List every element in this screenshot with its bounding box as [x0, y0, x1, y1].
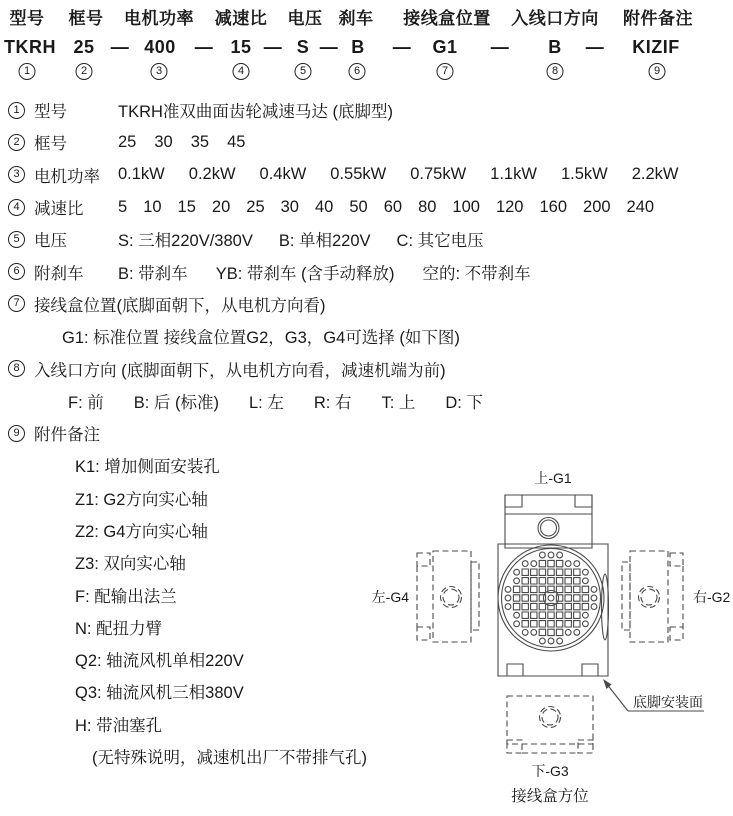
spec-subrow-junction-box: G1: 标准位置 接线盒位置G2，G3，G4可选择 (如下图) [62, 329, 460, 348]
code-header: 电机功率 [124, 9, 194, 28]
spec-label: 型号 [34, 103, 67, 122]
fan-cover [498, 545, 604, 651]
spec-row-accessories [0, 417, 733, 449]
value-token: Z3: 双向实心轴 [75, 555, 186, 574]
value-token: H: 带油塞孔 [75, 716, 163, 735]
value-token: C: 其它电压 [396, 232, 484, 251]
value-token: 20 [211, 197, 231, 216]
value-token: 0.1kW [118, 165, 165, 184]
value-token: Q2: 轴流风机单相220V [75, 652, 244, 671]
spec-row-model [0, 94, 733, 126]
value-token: 0.75kW [410, 165, 467, 184]
position-number: 9 [649, 63, 666, 80]
position-number: 7 [437, 63, 454, 80]
value-token: F: 配输出法兰 [75, 587, 177, 606]
value-token: 200 [583, 197, 611, 216]
label-bottom-g3: 下-G3 [531, 763, 569, 779]
code-segment: TKRH [4, 37, 56, 57]
value-token: 空的: 不带刹车 [422, 264, 531, 283]
spec-values [118, 260, 531, 284]
position-number: 1 [19, 63, 36, 80]
code-segment: S [296, 37, 310, 57]
value-token: 0.55kW [330, 165, 387, 184]
position-number: 4 [233, 63, 250, 80]
code-header: 刹车 [338, 9, 374, 28]
junction-box-top [505, 495, 592, 548]
item-number: 7 [8, 295, 25, 312]
value-token: 80 [418, 197, 437, 216]
mount-face-callout [603, 679, 704, 711]
spec-label: 附刹车 [34, 264, 84, 283]
code-segment: 15 [230, 37, 252, 57]
value-token: 60 [383, 197, 403, 216]
label-mount-face: 底脚安装面 [633, 694, 703, 710]
position-number: 8 [547, 63, 564, 80]
code-dash: — [263, 37, 283, 57]
value-token: Q3: 轴流风机三相380V [75, 684, 244, 703]
value-token: YB: 带刹车 (含手动释放) [215, 264, 395, 283]
value-token: 240 [626, 197, 655, 216]
item-number: 2 [8, 134, 25, 151]
item-number: 1 [8, 102, 25, 119]
code-dash: — [110, 37, 130, 57]
spec-row-ratio [0, 191, 733, 223]
spec-row-inlet-direction [0, 352, 733, 384]
spec-row-junction-box [0, 288, 733, 320]
label-right-g2: 右-G2 [693, 589, 731, 605]
spec-label: 电机功率 [34, 167, 100, 186]
code-header: 附件备注 [623, 9, 693, 28]
code-header: 框号 [68, 9, 104, 28]
accessory-box-left [417, 551, 479, 642]
value-token: 0.4kW [259, 165, 307, 184]
position-number: 3 [151, 63, 168, 80]
value-token: 45 [227, 132, 246, 151]
value-token: 25 [118, 132, 137, 151]
accessory-box-right [622, 551, 683, 642]
value-token: 1.5kW [560, 165, 608, 184]
code-segment: 25 [73, 37, 95, 57]
value-token: F: 前 [68, 393, 104, 412]
spec-row-frame [0, 126, 733, 158]
value-token: B: 后 (标准) [133, 393, 219, 412]
code-dash: — [392, 37, 412, 57]
spec-row-voltage [0, 223, 733, 255]
spec-values [118, 198, 654, 217]
spec-label: 接线盒位置(底脚面朝下，从电机方向看) [34, 296, 326, 315]
code-header: 电压 [287, 9, 323, 28]
code-header: 型号 [9, 9, 45, 28]
value-token: 30 [154, 132, 173, 151]
value-token: B: 单相220V [278, 232, 371, 251]
accessory-box-bottom [507, 696, 593, 753]
value-token: Z2: G4方向实心轴 [75, 523, 208, 541]
spec-label: 电压 [34, 232, 67, 251]
spec-label: 入线口方向 (底脚面朝下，从电机方向看，减速机端为前) [34, 361, 446, 380]
value-token: D: 下 [445, 393, 483, 412]
value-token: 35 [190, 132, 210, 151]
item-number: 6 [8, 263, 25, 280]
value-token: 30 [280, 197, 299, 216]
code-dash: — [319, 37, 339, 57]
label-top-g1: 上-G1 [534, 470, 572, 486]
fan-grille-pattern [505, 552, 597, 644]
spec-values [118, 165, 678, 184]
value-token: 5 [118, 197, 128, 216]
code-segment: B [548, 37, 562, 57]
code-segment: KIZIF [632, 37, 680, 57]
value-token: 10 [143, 197, 162, 216]
value-token: 120 [495, 197, 524, 216]
code-header: 减速比 [214, 9, 268, 28]
code-header: 接线盒位置 [403, 9, 491, 28]
item-number: 9 [8, 425, 25, 442]
code-dash: — [194, 37, 214, 57]
code-segment: G1 [432, 37, 458, 57]
accessory-note: (无特殊说明，减速机出厂不带排气孔) [92, 749, 367, 768]
spec-subrow-inlet-options [0, 385, 733, 417]
value-token: R: 右 [313, 393, 352, 412]
spec-row-power [0, 159, 733, 191]
value-token: 25 [246, 197, 265, 216]
value-token: L: 左 [249, 393, 284, 412]
value-token: 15 [177, 197, 196, 216]
spec-values [118, 227, 484, 251]
spec-value: TKRH准双曲面齿轮减速马达 (底脚型) [118, 103, 393, 122]
label-left-g4: 左-G4 [371, 589, 409, 605]
position-number: 5 [295, 63, 312, 80]
value-token: 40 [314, 197, 334, 216]
value-token: 100 [452, 197, 480, 216]
item-number: 4 [8, 199, 25, 216]
value-token: Z1: G2方向实心轴 [75, 490, 208, 509]
diagram-caption: 接线盒方位 [511, 788, 589, 805]
value-token: 160 [539, 197, 568, 216]
value-token: T: 上 [381, 393, 416, 412]
junction-box-orientation-diagram [365, 458, 733, 810]
value-token: 2.2kW [631, 165, 679, 184]
value-token: 1.1kW [490, 165, 537, 184]
code-dash: — [490, 37, 510, 57]
value-token: S: 三相220V/380V [118, 232, 253, 251]
item-number: 5 [8, 231, 25, 248]
value-token: 0.2kW [188, 165, 236, 184]
code-header: 入线口方向 [511, 9, 599, 28]
item-number: 3 [8, 166, 25, 183]
spec-values [118, 133, 245, 152]
value-token: 50 [349, 197, 368, 216]
spec-label: 减速比 [34, 200, 84, 219]
spec-label: 框号 [34, 135, 67, 154]
position-number: 6 [349, 63, 366, 80]
code-segment: B [351, 37, 365, 57]
code-segment: 400 [144, 37, 176, 57]
item-number: 8 [8, 360, 25, 377]
value-token: B: 带刹车 [118, 264, 188, 283]
value-token: K1: 增加侧面安装孔 [75, 458, 220, 477]
code-dash: — [585, 37, 605, 57]
spec-label: 附件备注 [34, 426, 100, 445]
spec-row-brake [0, 255, 733, 287]
position-number: 2 [76, 63, 93, 80]
value-token: N: 配扭力臂 [75, 619, 163, 638]
